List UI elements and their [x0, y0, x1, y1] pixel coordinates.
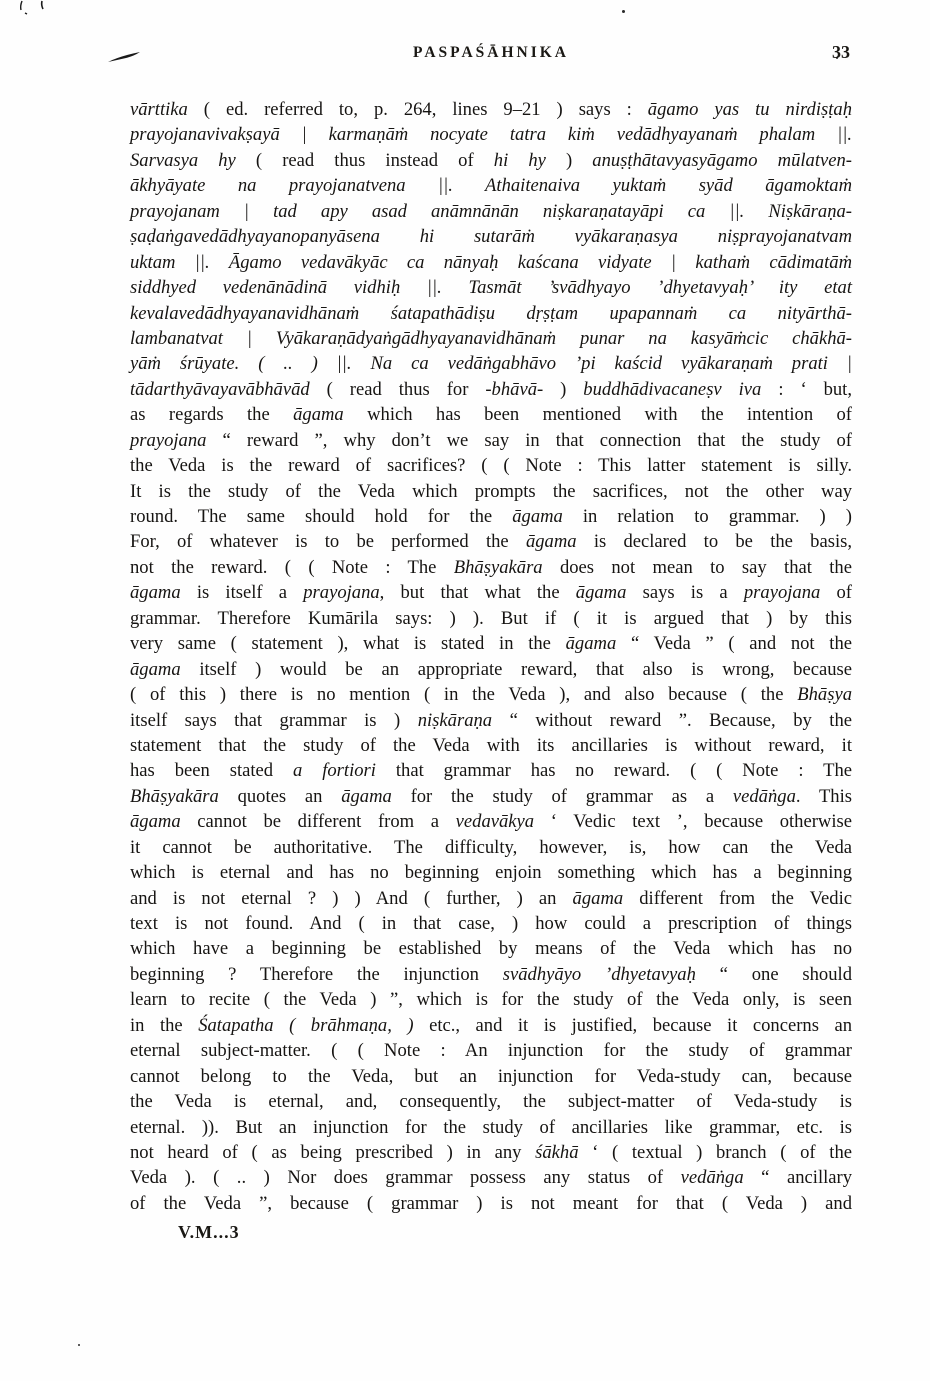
text-line: in the Śatapatha ( brāhmaṇa, ) etc., and it is justified, because it concerns an	[130, 1014, 852, 1036]
text-line: cannot belong to the Veda, but an injunction for Veda-study can, because	[130, 1065, 852, 1087]
text-line: Sarvasya hy ( read thus instead of hi hy ) anuṣṭhātavyasyāgamo mūlatven-	[130, 149, 852, 171]
running-head	[130, 44, 852, 68]
text-line: eternal subject-matter. ( ( Note : An injunction for the study of grammar	[130, 1040, 852, 1062]
text-line: text is not found. And ( in that case, ) how could a prescription of things	[130, 913, 852, 934]
scan-speck	[622, 10, 625, 13]
volume-signature: V.M...3	[178, 1222, 240, 1242]
text-line: itself says that grammar is ) niṣkāraṇa “ without reward ”. Because, by the	[130, 709, 852, 731]
text-line: round. The same should hold for the āgama in relation to grammar. ) )	[130, 506, 852, 527]
body-text	[130, 97, 852, 1216]
text-line: not the reward. ( ( Note : The Bhāṣyakāra does not mean to say that the	[130, 556, 852, 578]
text-line: tādarthyāvayavābhāvād ( read thus for -bhāvā- ) buddhādivacaneṣv iva : ‘ but,	[130, 378, 852, 400]
text-line: and is not eternal ? ) ) And ( further, ) an āgama different from the Vedic	[130, 887, 852, 909]
text-line: yāṁ śrūyate. ( .. ) ||. Na ca vedāṅgabhāvo ’pi kaścid vyākaraṇaṁ prati |	[130, 353, 852, 375]
text-line: has been stated a fortiori that grammar has no reward. ( ( Note : The	[130, 760, 852, 782]
text-line: very same ( statement ), what is stated in the āgama “ Veda ” ( and not the	[130, 633, 852, 655]
text-line: ākhyāyate na prayojanatvena ||. Athaitenaiva yuktaṁ syād āgamoktaṁ	[130, 175, 852, 197]
text-line: ṣaḍaṅgavedādhyayanopanyāsena hi sutarāṁ vyākaraṇasya niṣprayojanatvam	[130, 226, 852, 248]
page-title: PASPAŚĀHNIKA	[413, 44, 569, 61]
text-line: statement that the study of the Veda with its ancillaries is without reward, it	[130, 734, 852, 756]
corner-scribble-mark	[14, 0, 54, 18]
text-line: Bhāṣyakāra quotes an āgama for the study of grammar as a vedāṅga. This	[130, 785, 852, 807]
text-line: the Veda is the reward of sacrifices? ( ( Note : This latter statement is silly.	[130, 455, 852, 477]
text-line: grammar. Therefore Kumārila says: ) ). But if ( it is argued that ) by this	[130, 607, 852, 629]
text-line: kevalavedādhyayanavidhānaṁ śatapathādiṣu dṛṣṭam upapannaṁ ca nityārthā-	[130, 302, 852, 324]
text-line: Veda ). ( .. ) Nor does grammar possess any status of vedāṅga “ ancillary	[130, 1167, 853, 1189]
text-line: of the Veda ”, because ( grammar ) is not meant for that ( Veda ) and	[130, 1192, 852, 1214]
text-line: āgama cannot be different from a vedavākya ‘ Vedic text ’, because otherwise	[130, 811, 852, 833]
text-line: vārttika ( ed. referred to, p. 264, lines 9–21 ) says : āgamo yas tu nirdiṣṭaḥ	[130, 99, 852, 120]
text-line: eternal. )). But an injunction for the study of ancillaries like grammar, etc. is	[130, 1116, 852, 1138]
text-line: ( of this ) there is no mention ( in the Veda ), and also because ( the Bhāṣya	[130, 684, 852, 706]
scan-speck	[78, 1344, 80, 1346]
text-line: the Veda is eternal, and, consequently, the subject-matter of Veda-study is	[130, 1091, 852, 1113]
text-line: learn to recite ( the Veda ) ”, which is for the study of the Veda only, is seen	[130, 989, 852, 1011]
page-number: 33	[832, 42, 850, 62]
text-line: For, of whatever is to be performed the āgama is declared to be the basis,	[130, 531, 852, 553]
text-line: prayojana “ reward ”, why don’t we say in that connection that the study of	[130, 429, 852, 451]
text-line: āgama itself ) would be an appropriate reward, that also is wrong, because	[130, 658, 852, 680]
text-line: It is the study of the Veda which prompts the sacrifices, not the other way	[130, 480, 852, 502]
text-line: siddhyed vedenānādinā vidhiḥ ||. Tasmāt ’svādhyayo ’dhyetavyaḥ’ ity etat	[130, 277, 852, 299]
text-line: lambanatvat | Vyākaraṇādyaṅgādhyayanavidhānaṁ punar na kasyāṁcic chākhā-	[130, 327, 852, 349]
text-line: āgama is itself a prayojana, but that what the āgama says is a prayojana of	[130, 582, 852, 604]
text-line: it cannot be authoritative. The difficulty, however, is, how can the Veda	[130, 836, 852, 858]
text-line: not heard of ( as being prescribed ) in any śākhā ‘ ( textual ) branch ( of the	[130, 1141, 852, 1163]
text-line: uktam ||. Āgamo vedavākyāc ca nānyaḥ kaścana vidyate | kathaṁ cādimatāṁ	[130, 251, 852, 273]
text-line: beginning ? Therefore the injunction svādhyāyo ’dhyetavyaḥ “ one should	[130, 963, 852, 985]
text-line: which have a beginning be established by means of the Veda which has no	[130, 938, 852, 960]
text-line: prayojanam | tad apy asad anāmnānān niṣkaraṇatayāpi ca ||. Niṣkāraṇa-	[130, 200, 852, 222]
text-line: which is eternal and has no beginning enjoin something which has a beginning	[130, 862, 852, 884]
text-line: prayojanavivakṣayā | karmaṇāṁ nocyate tatra kiṁ vedādhyayanaṁ phalam ||.	[130, 124, 852, 146]
text-line: as regards the āgama which has been mentioned with the intention of	[130, 404, 852, 426]
